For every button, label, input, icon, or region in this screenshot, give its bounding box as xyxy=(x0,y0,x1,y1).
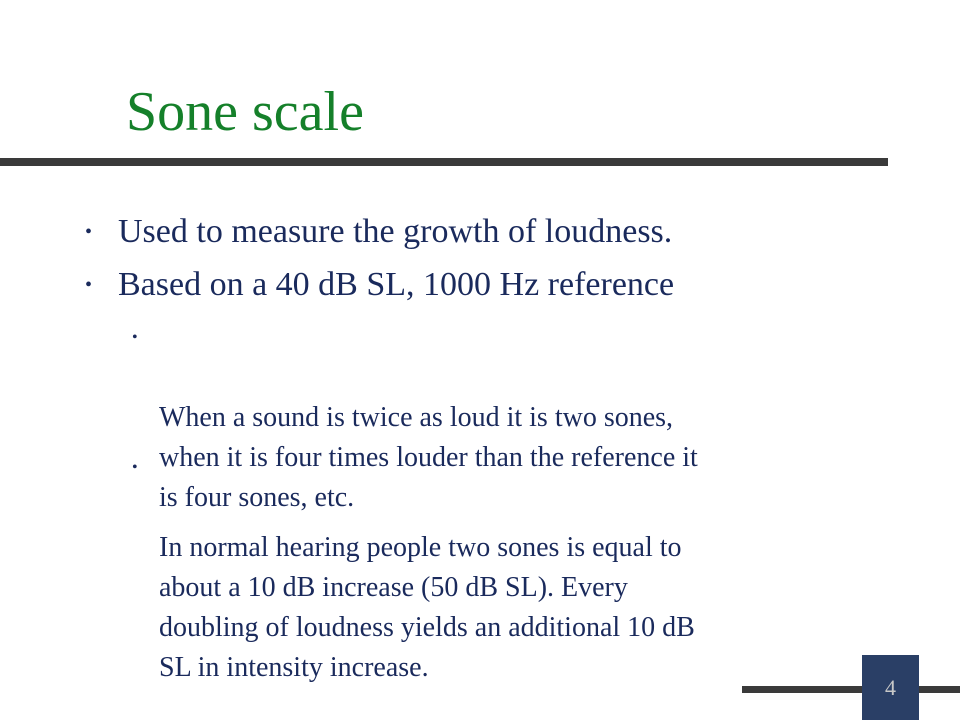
sub-bullet-marker: • xyxy=(132,459,138,476)
bullet-marker: • xyxy=(85,274,93,296)
sub-bullet-item xyxy=(132,448,879,688)
sub-bullet-text: When a sound is twice as loud it is two sones, when it is four times louder than the reference it is four sones, etc. xyxy=(159,402,698,513)
bullet-item xyxy=(85,212,673,252)
bullet-item xyxy=(85,265,675,305)
sub-bullet-text: In normal hearing people two sones is equal to about a 10 dB increase (50 dB SL). Every doubling of loudness yields an additional 10 dB SL in intensity increase. xyxy=(159,532,695,683)
slide-title: Sone scale xyxy=(126,81,364,143)
bullet-text: Used to measure the growth of loudness. xyxy=(118,213,673,250)
page-number: 4 xyxy=(885,675,896,700)
footer-rule xyxy=(742,686,960,693)
bullet-text: Based on a 40 dB SL, 1000 Hz reference xyxy=(118,266,675,303)
bullet-marker: • xyxy=(85,221,93,243)
sub-bullet-marker: • xyxy=(132,329,138,346)
title-divider xyxy=(0,158,888,166)
